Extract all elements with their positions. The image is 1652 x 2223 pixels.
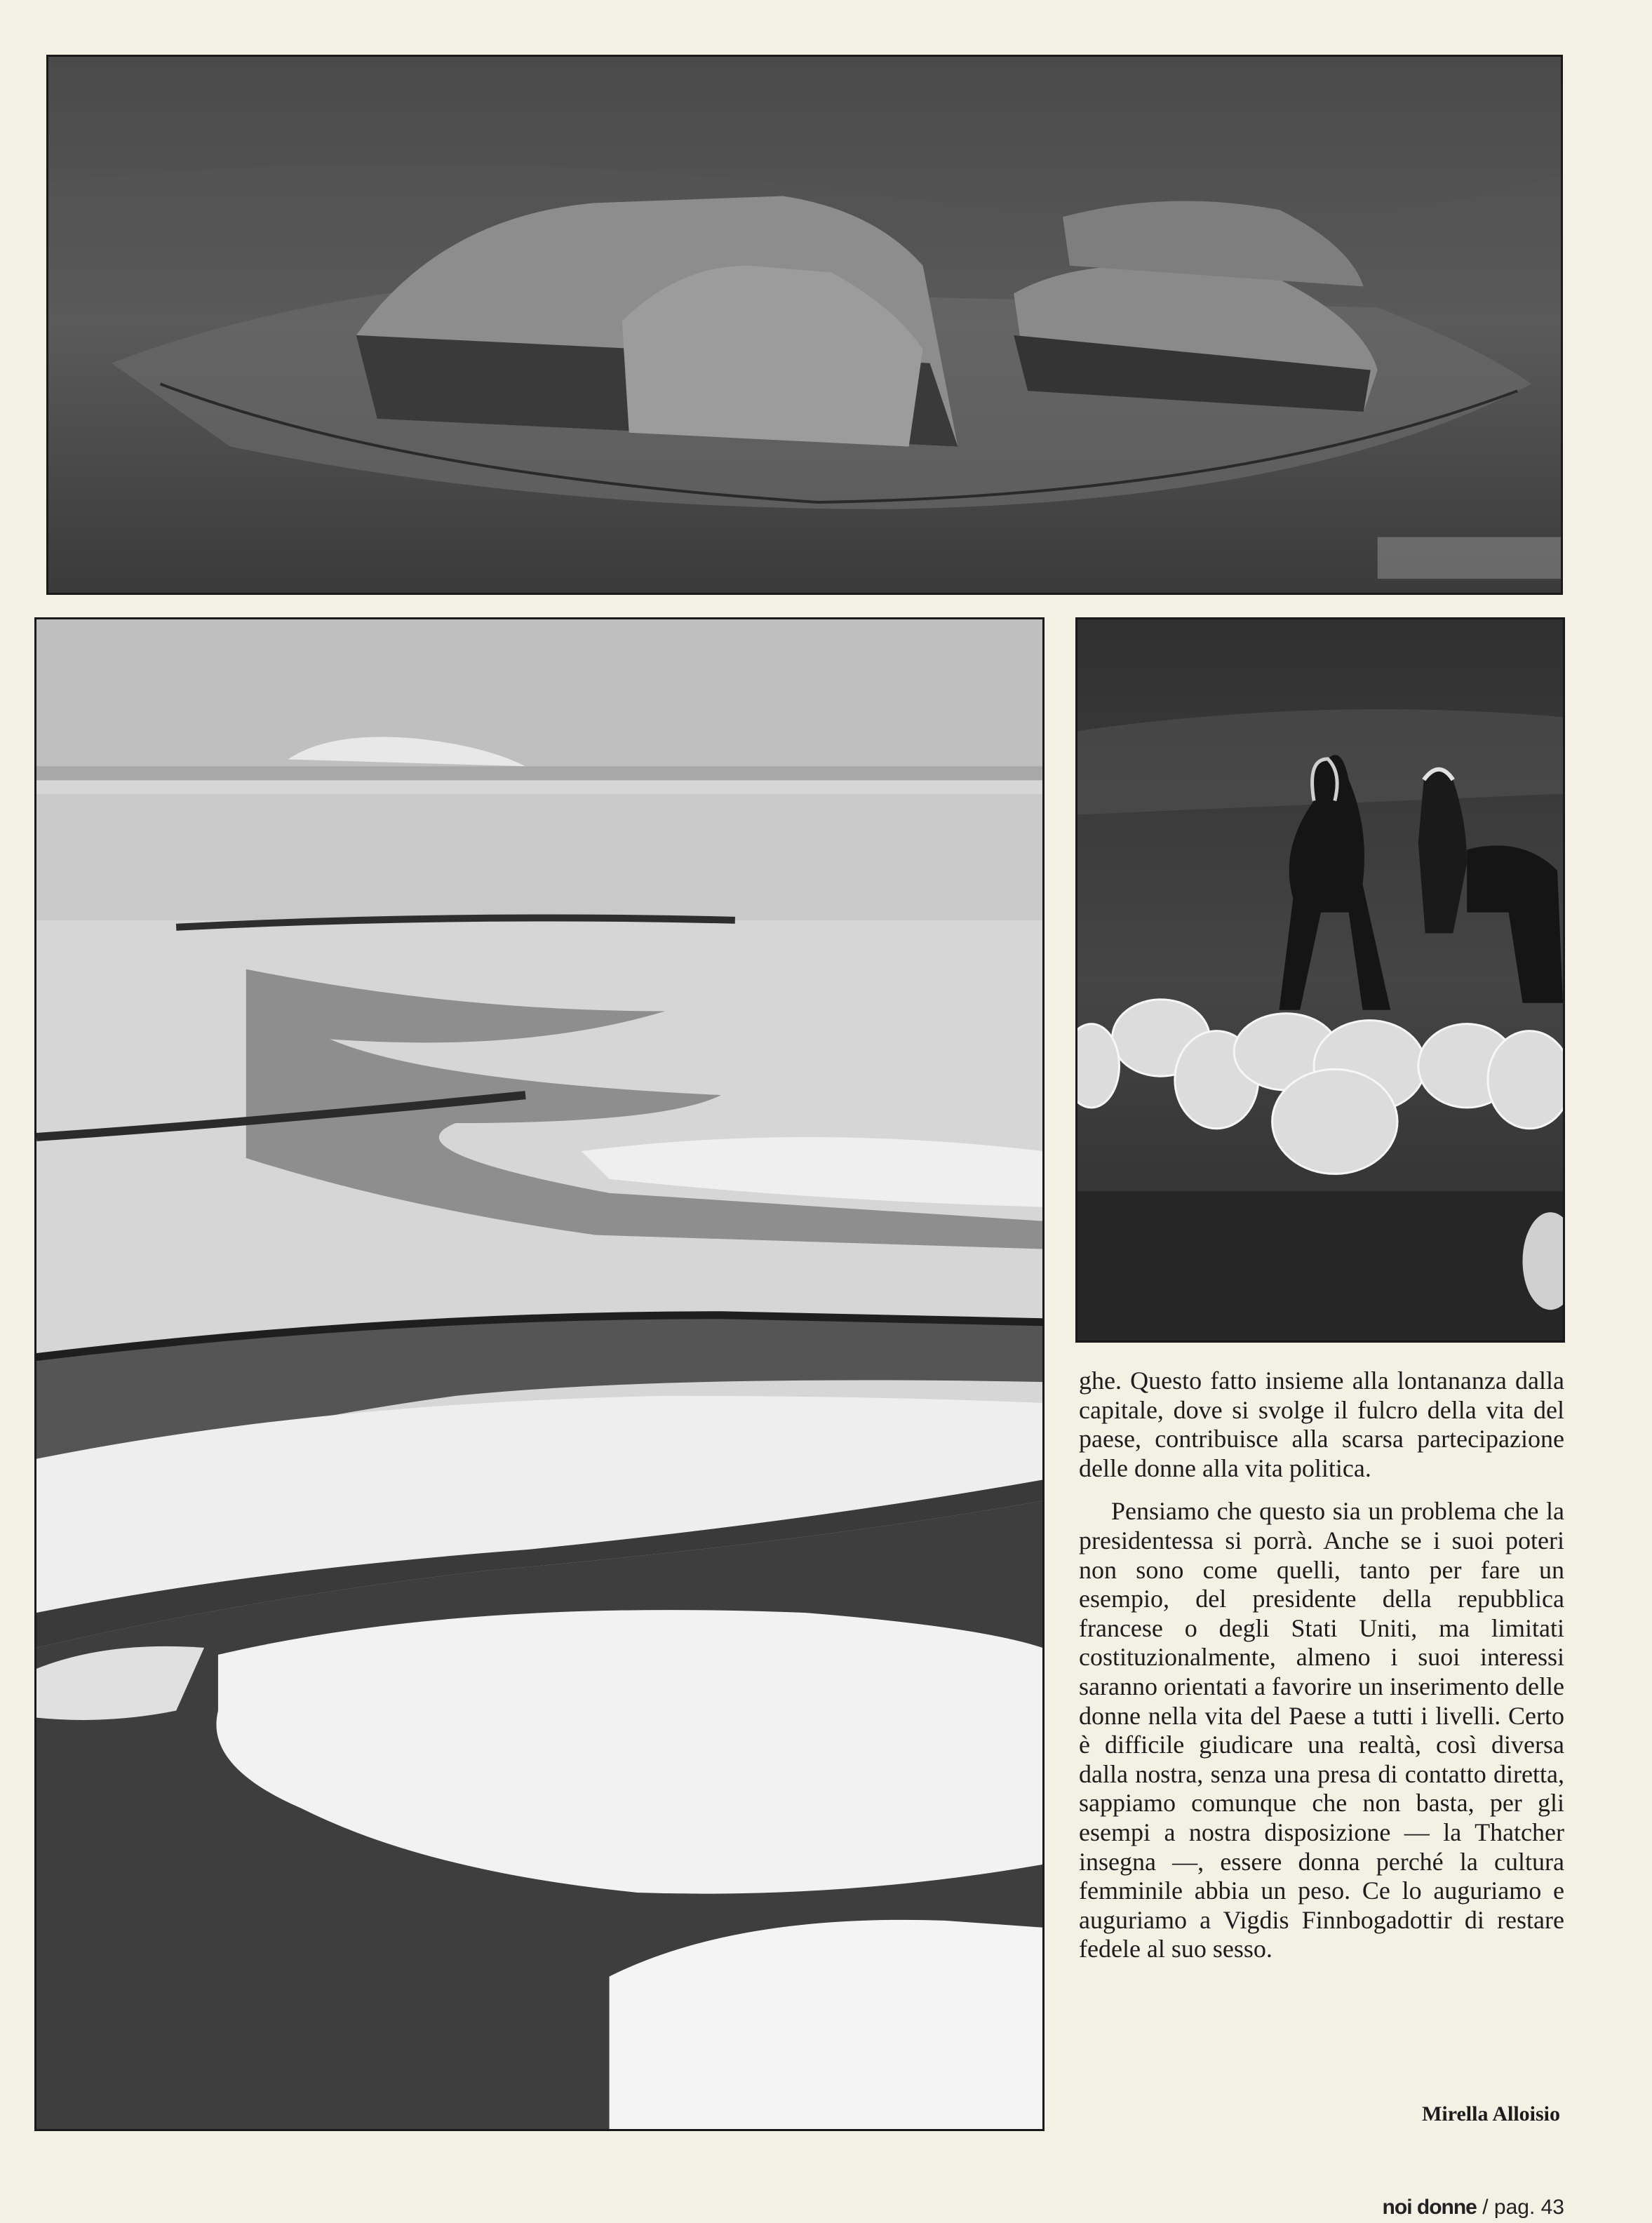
author-byline: Mirella Alloisio bbox=[1422, 2102, 1560, 2125]
photo-snow-river bbox=[34, 617, 1045, 2131]
photo-turf-houses bbox=[46, 55, 1563, 595]
page-number: 43 bbox=[1540, 2196, 1564, 2219]
footer-separator: / bbox=[1482, 2196, 1489, 2219]
article-paragraph: ghe. Questo fatto insieme alla lontananza dalla capitale, dove si svolge il fulcro della vita del paese, contribuisce alla scarsa partecipazione delle donne alla vita politica. bbox=[1079, 1366, 1564, 1482]
photo-sheep-horses bbox=[1075, 617, 1565, 1343]
article-paragraph: Pensiamo che questo sia un problema che la presidentessa si porrà. Anche se i suoi poteri non sono come quelli, tanto per fare un esempio, del presidente della repubblica francese o degli Stati Uniti, ma limitati costituzionalmente, almeno i suoi interessi saranno orientati a favorire un inserimento delle donne nella vita del Paese a tutti i livelli. Certo è difficile giudicare una realtà, così diversa dalla nostra, senza una presa di contatto diretta, sappiamo comunque che non basta, per gli esempi a nostra disposizione — la Thatcher insegna —, essere donna perché la cultura femminile abbia un peso. Ce lo auguriamo e auguriamo a Vigdis Finnbogadottir di restare fedele al suo sesso. bbox=[1079, 1497, 1564, 1963]
article-text bbox=[1079, 1366, 1564, 1964]
page-label: pag. bbox=[1493, 2196, 1536, 2219]
magazine-name: noi donne bbox=[1382, 2196, 1477, 2219]
page-footer bbox=[1333, 2196, 1564, 2219]
